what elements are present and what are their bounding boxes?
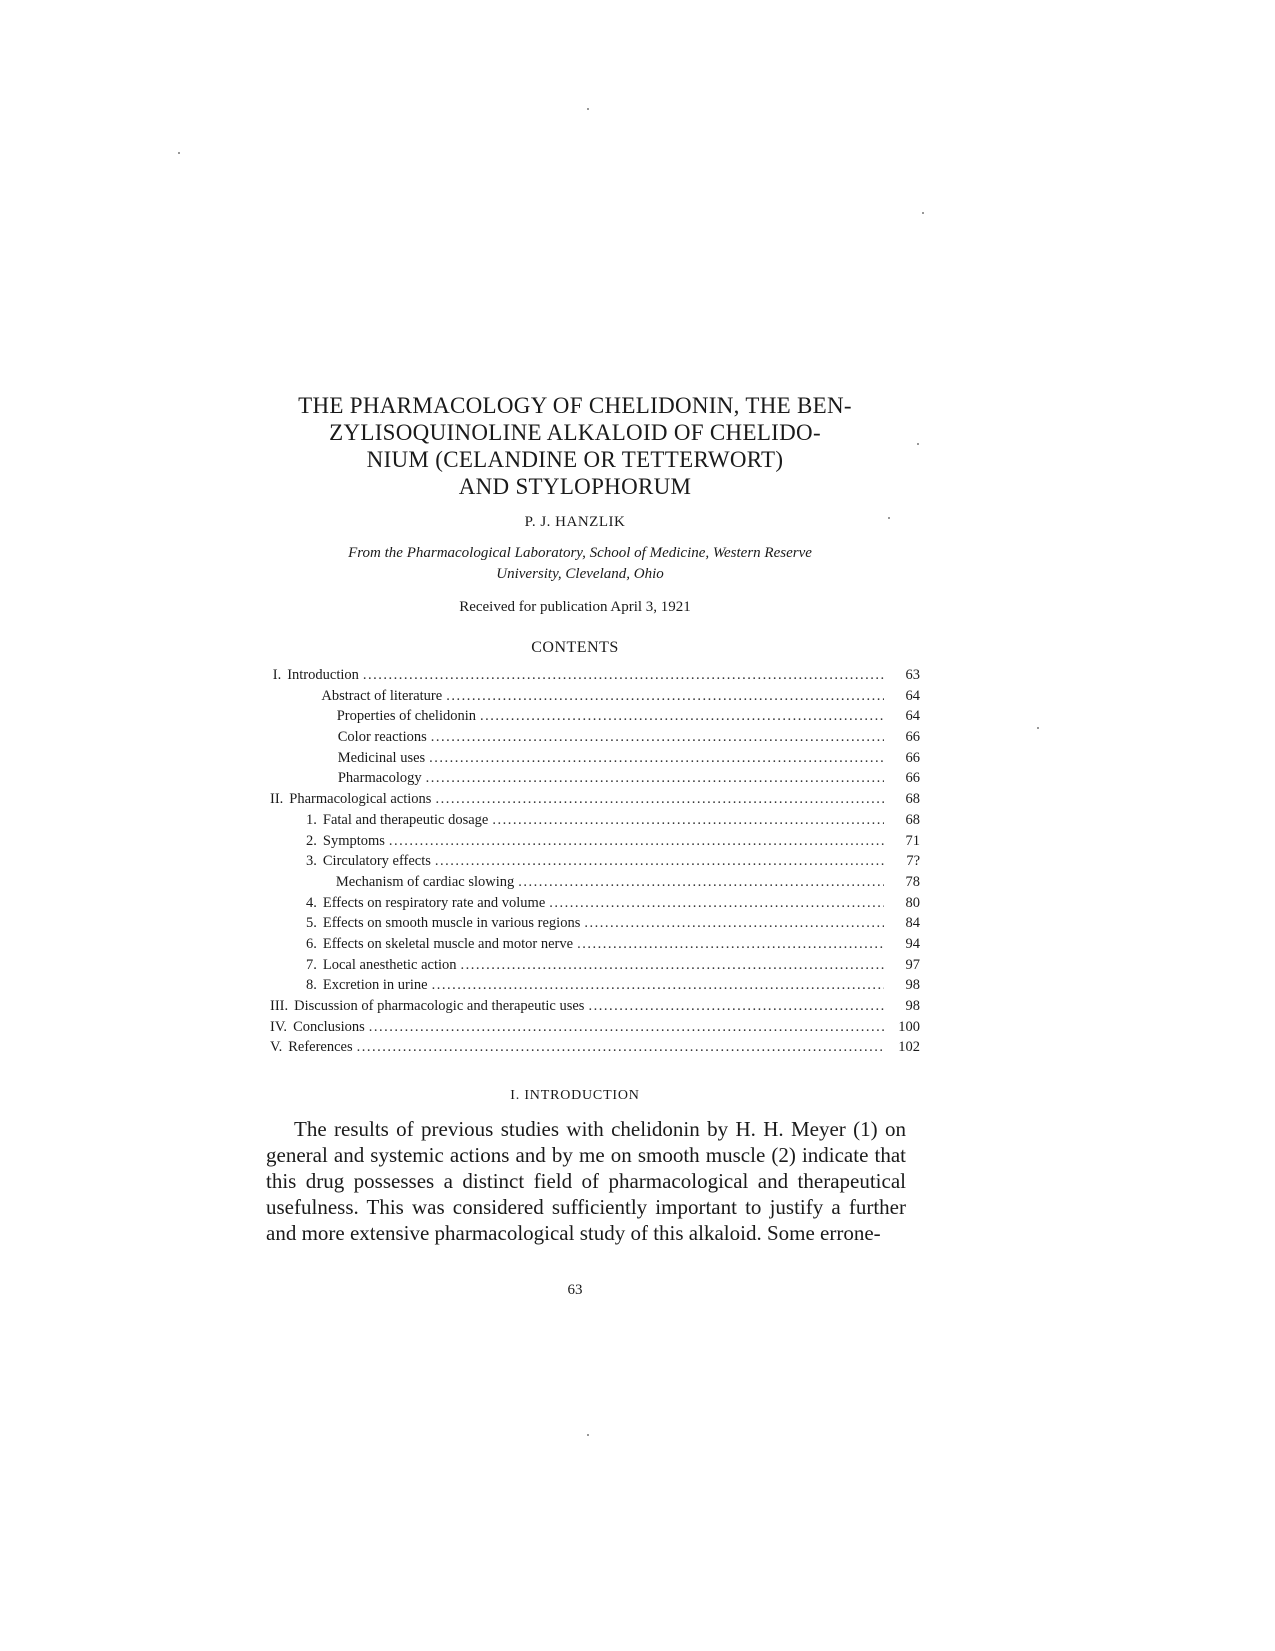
toc-entry-label: Introduction <box>287 667 359 683</box>
toc-entry-page: 7? <box>906 853 920 870</box>
toc-entry <box>270 915 920 936</box>
toc-leader-dots <box>549 895 884 912</box>
toc-entry-page: 98 <box>905 998 920 1014</box>
toc-entry-page: 102 <box>898 1039 920 1056</box>
toc-entry-page: 63 <box>905 667 920 683</box>
toc-entry <box>270 708 920 729</box>
toc-entry-number: 7. <box>306 956 317 973</box>
toc-entry <box>270 853 920 874</box>
toc-leader-dots <box>363 667 884 684</box>
toc-entry-page: 98 <box>905 977 920 994</box>
contents-heading: CONTENTS <box>531 639 619 656</box>
toc-entry-label: Discussion of pharmacologic and therapeutic uses <box>294 998 585 1014</box>
author-name: P. J. HANZLIK <box>524 514 626 530</box>
page-number: 63 <box>567 1282 583 1298</box>
toc-entry-page: 66 <box>905 729 920 746</box>
toc-entry-page: 66 <box>905 749 920 766</box>
toc-entry <box>270 791 920 812</box>
toc-entry-number: I. <box>272 667 282 683</box>
scan-speck <box>587 108 589 110</box>
toc-entry <box>270 729 920 750</box>
scan-speck <box>917 443 919 445</box>
toc-entry-number: IV. <box>270 1018 288 1035</box>
affiliation-line: University, Cleveland, Ohio <box>496 566 664 582</box>
toc-entry-number: II. <box>270 791 284 808</box>
toc-entry <box>270 936 920 957</box>
toc-entry-label: Medicinal uses <box>337 749 426 766</box>
section-heading: I. INTRODUCTION <box>510 1088 640 1103</box>
toc-entry <box>270 667 920 688</box>
title-line: THE PHARMACOLOGY OF CHELIDONIN, THE BEN- <box>298 393 852 418</box>
toc-leader-dots <box>492 812 884 829</box>
received-date: Received for publication April 3, 1921 <box>459 599 691 615</box>
toc-leader-dots <box>357 1039 884 1056</box>
toc-leader-dots <box>432 977 884 994</box>
scan-speck <box>178 152 180 154</box>
toc-entry-label: Effects on skeletal muscle and motor nerve <box>322 935 574 952</box>
toc-entry-label: Pharmacology <box>337 770 422 787</box>
toc-entry <box>270 874 920 895</box>
toc-entry-label: Mechanism of cardiac slowing <box>335 873 515 890</box>
toc-entry <box>270 688 920 709</box>
toc-leader-dots <box>461 957 884 974</box>
toc-entry-number: 3. <box>306 853 317 870</box>
toc-leader-dots <box>429 750 884 767</box>
toc-entry-label: Circulatory effects <box>322 853 431 870</box>
toc-entry-number: III. <box>270 998 289 1014</box>
toc-entry-page: 84 <box>905 915 920 932</box>
affiliation-line: From the Pharmacological Laboratory, School of Medicine, Western Reserve <box>348 545 812 561</box>
toc-leader-dots <box>426 770 884 787</box>
scan-speck <box>888 517 890 519</box>
toc-entry-label: Conclusions <box>293 1018 365 1035</box>
toc-entry-label: Properties of chelidonin <box>336 708 477 725</box>
title-line: NIUM (CELANDINE OR TETTERWORT) <box>366 447 784 472</box>
body-text <box>266 1116 906 1246</box>
toc-entry-number: V. <box>270 1039 283 1056</box>
toc-entry-number: 6. <box>306 935 317 952</box>
title-line: ZYLISOQUINOLINE ALKALOID OF CHELIDO- <box>329 420 821 445</box>
toc-entry <box>270 957 920 978</box>
toc-entry-label: Effects on smooth muscle in various regions <box>322 915 581 932</box>
toc-entry <box>270 770 920 791</box>
toc-entry-page: 66 <box>905 770 920 787</box>
toc-entry-page: 78 <box>905 873 920 890</box>
toc-leader-dots <box>446 688 884 705</box>
scan-speck <box>1037 727 1039 729</box>
toc-entry <box>270 1039 920 1060</box>
toc-entry <box>270 833 920 854</box>
toc-entry-page: 71 <box>905 832 920 849</box>
toc-leader-dots <box>435 853 884 870</box>
toc-entry-page: 68 <box>905 791 920 808</box>
toc-leader-dots <box>435 791 884 808</box>
toc-leader-dots <box>584 915 884 932</box>
toc-entry <box>270 895 920 916</box>
toc-entry-number: 4. <box>306 894 317 911</box>
toc-leader-dots <box>518 874 884 891</box>
toc-leader-dots <box>369 1019 884 1036</box>
toc-leader-dots <box>431 729 884 746</box>
toc-entry-label: Fatal and therapeutic dosage <box>322 811 489 828</box>
toc-entry-label: Color reactions <box>337 729 427 746</box>
toc-leader-dots <box>588 998 884 1015</box>
toc-entry-label: Abstract of literature <box>321 687 443 704</box>
toc-entry-page: 94 <box>905 935 920 952</box>
scan-speck <box>922 212 924 214</box>
toc-entry-label: References <box>288 1039 353 1056</box>
toc-entry-label: Effects on respiratory rate and volume <box>322 894 546 911</box>
title-line: AND STYLOPHORUM <box>458 474 692 499</box>
toc-entry-page: 64 <box>905 708 920 725</box>
toc-entry-page: 100 <box>898 1018 920 1035</box>
toc-entry <box>270 750 920 771</box>
toc-entry <box>270 812 920 833</box>
toc-entry-number: 2. <box>306 832 317 849</box>
body-paragraph: The results of previous studies with chelidonin by H. H. Meyer (1) on general and systemic actions and by me on smooth muscle (2) indicate that this drug possesses a distinct field of pharmacological and therapeutical usefulness. This was considered sufficiently important to justify a further and more extensive pharmacological study of this alkaloid. Some errone- <box>266 1117 906 1245</box>
toc-entry-label: Pharmacological actions <box>289 791 432 808</box>
toc-leader-dots <box>577 936 884 953</box>
toc-entry-number: 8. <box>306 977 317 994</box>
scan-speck <box>587 1434 589 1436</box>
toc-entry <box>270 977 920 998</box>
toc-entry-page: 64 <box>905 687 920 704</box>
toc-entry-number: 1. <box>306 811 317 828</box>
toc-entry-page: 80 <box>905 894 920 911</box>
affiliation <box>260 543 900 585</box>
toc-leader-dots <box>389 833 884 850</box>
toc-entry-number: 5. <box>306 915 317 932</box>
article-title <box>260 392 890 500</box>
toc-entry-label: Local anesthetic action <box>322 956 457 973</box>
toc-entry <box>270 998 920 1019</box>
toc-entry-label: Symptoms <box>322 832 385 849</box>
table-of-contents <box>270 667 920 1060</box>
toc-entry <box>270 1019 920 1040</box>
toc-entry-page: 68 <box>905 811 920 828</box>
toc-entry-label: Excretion in urine <box>322 977 428 994</box>
toc-entry-page: 97 <box>905 956 920 973</box>
toc-leader-dots <box>480 708 884 725</box>
